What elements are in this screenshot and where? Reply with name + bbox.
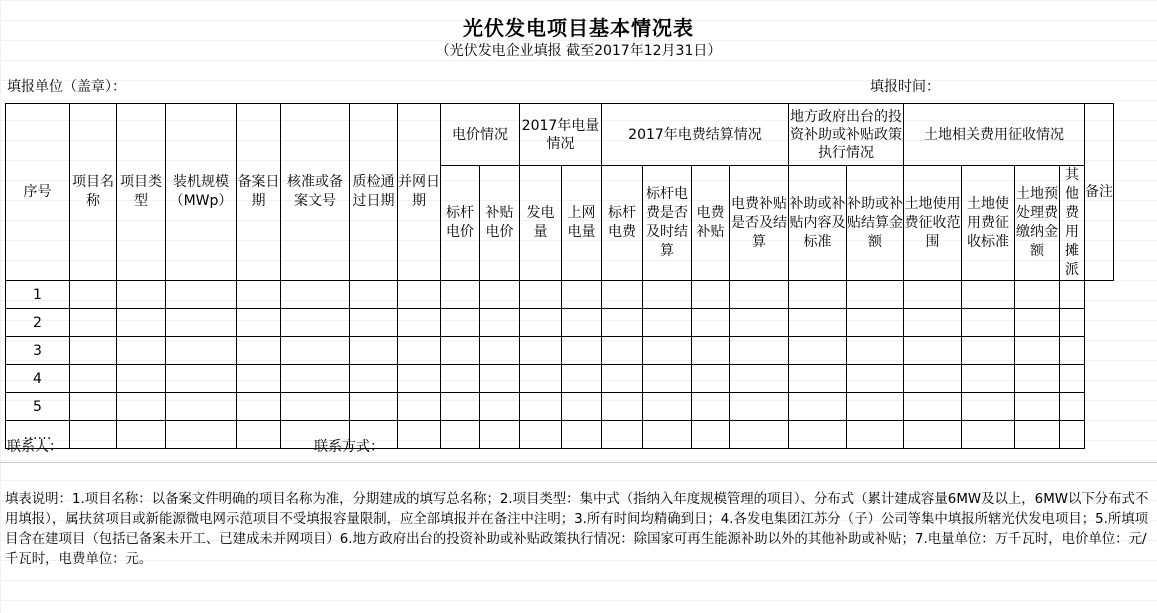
- page-title: 光伏发电项目基本情况表: [463, 16, 694, 40]
- table-cell[interactable]: [70, 421, 117, 449]
- table-cell[interactable]: [480, 309, 520, 337]
- table-cell[interactable]: [562, 337, 602, 365]
- header-price-group: 电价情况: [441, 104, 520, 166]
- table-row: [6, 421, 1114, 449]
- table-cell[interactable]: [350, 365, 398, 393]
- table-cell[interactable]: [730, 281, 789, 309]
- table-cell[interactable]: [643, 421, 692, 449]
- table-cell[interactable]: [1060, 309, 1085, 337]
- table-cell[interactable]: [117, 309, 166, 337]
- table-cell[interactable]: [562, 393, 602, 421]
- table-cell[interactable]: [643, 337, 692, 365]
- table-row: [6, 337, 1114, 365]
- table-cell[interactable]: [730, 421, 789, 449]
- table-cell[interactable]: [480, 393, 520, 421]
- table-cell[interactable]: [602, 281, 643, 309]
- header-local-group: 地方政府出台的投资补助或补贴政策执行情况: [789, 104, 904, 166]
- header-land-prepaid: 土地预处理费缴纳金额: [1015, 166, 1060, 281]
- table-cell[interactable]: [904, 365, 962, 393]
- table-cell[interactable]: [962, 365, 1015, 393]
- header-project-type: 项目类型: [117, 104, 166, 281]
- table-cell[interactable]: [602, 393, 643, 421]
- table-cell[interactable]: [237, 309, 281, 337]
- table-cell[interactable]: [1015, 337, 1060, 365]
- table-cell[interactable]: [166, 281, 237, 309]
- row-seq-cell: 4: [6, 365, 70, 393]
- table-cell[interactable]: [692, 281, 730, 309]
- table-cell[interactable]: [962, 309, 1015, 337]
- header-seq: 序号: [6, 104, 70, 281]
- table-cell[interactable]: [441, 365, 480, 393]
- table-cell[interactable]: [562, 309, 602, 337]
- table-cell[interactable]: [562, 421, 602, 449]
- table-cell[interactable]: [520, 337, 562, 365]
- table-cell[interactable]: [237, 281, 281, 309]
- table-cell[interactable]: [350, 393, 398, 421]
- table-cell[interactable]: [398, 309, 441, 337]
- header-land-other: 其他费用摊派: [1060, 166, 1085, 281]
- project-table: [5, 103, 1114, 449]
- table-cell[interactable]: [520, 309, 562, 337]
- table-cell[interactable]: [480, 281, 520, 309]
- header-land-group: 土地相关费用征收情况: [904, 104, 1085, 166]
- table-cell[interactable]: [962, 421, 1015, 449]
- table-cell[interactable]: [789, 421, 847, 449]
- header-fee-subsidy-settled: 电费补贴是否及结算: [730, 166, 789, 281]
- header-power-grid: 上网电量: [562, 166, 602, 281]
- table-cell[interactable]: [692, 421, 730, 449]
- table-cell[interactable]: [350, 337, 398, 365]
- table-cell[interactable]: [730, 393, 789, 421]
- table-cell[interactable]: [730, 309, 789, 337]
- table-cell[interactable]: [562, 365, 602, 393]
- table-cell[interactable]: [1060, 365, 1085, 393]
- table-cell[interactable]: [281, 393, 350, 421]
- table-cell[interactable]: [730, 337, 789, 365]
- table-cell[interactable]: [520, 365, 562, 393]
- page-subtitle: （光伏发电企业填报 截至2017年12月31日）: [435, 43, 722, 59]
- table-cell[interactable]: [1015, 281, 1060, 309]
- table-cell[interactable]: [643, 281, 692, 309]
- header-fee-benchmark-settled: 标杆电费是否及时结算: [643, 166, 692, 281]
- header-capacity: 装机规模（MWp）: [166, 104, 237, 281]
- table-cell[interactable]: [350, 309, 398, 337]
- table-cell[interactable]: [643, 365, 692, 393]
- table-cell[interactable]: [398, 365, 441, 393]
- table-row: [6, 393, 1114, 421]
- header-price-benchmark: 标杆电价: [441, 166, 480, 281]
- table-cell[interactable]: [70, 309, 117, 337]
- header-power-gen: 发电量: [520, 166, 562, 281]
- table-cell[interactable]: [480, 337, 520, 365]
- table-cell[interactable]: [847, 281, 904, 309]
- table-cell[interactable]: [350, 281, 398, 309]
- table-cell[interactable]: [789, 309, 847, 337]
- header-fee-subsidy: 电费补贴: [692, 166, 730, 281]
- table-cell[interactable]: [1060, 421, 1085, 449]
- table-cell[interactable]: [847, 393, 904, 421]
- header-grid-date: 并网日期: [398, 104, 441, 281]
- table-cell[interactable]: [904, 421, 962, 449]
- table-cell[interactable]: [398, 393, 441, 421]
- table-cell[interactable]: [281, 337, 350, 365]
- table-cell[interactable]: [441, 393, 480, 421]
- table-cell[interactable]: [117, 393, 166, 421]
- row-seq-cell: 3: [6, 337, 70, 365]
- fill-instructions: 填表说明：1.项目名称：以备案文件明确的项目名称为准，分期建成的填写总名称；2.项目类型：集中式（指纳入年度规模管理的项目）、分布式（累计建成容量6MW及以上，6MW以下分布式不用填报），属扶贫项目或新能源微电网示范项目不受填报容量限制，应全部填报并在备注中注明；3.所有时间均精确到日；4.各发电集团江苏分（子）公司等集中填报所辖光伏发电项目；5.所填项目含在建项目（包括已备案未开工、已建成未并网项目）6.地方政府出台的投资补助或补贴政策执行情况：除国家可再生能源补助以外的其他补助或补贴；7.电量单位：万千瓦时，电价单位：元/千瓦时，电费单位：元。: [5, 492, 1149, 567]
- table-cell[interactable]: [602, 365, 643, 393]
- table-row: [6, 365, 1114, 393]
- table-cell[interactable]: [1015, 421, 1060, 449]
- table-cell[interactable]: [904, 281, 962, 309]
- table-cell[interactable]: [789, 337, 847, 365]
- header-land-scope: 土地使用费征收范围: [904, 166, 962, 281]
- table-cell[interactable]: [692, 393, 730, 421]
- table-row: [6, 281, 1114, 309]
- table-cell[interactable]: [1060, 393, 1085, 421]
- table-cell[interactable]: [480, 365, 520, 393]
- table-cell[interactable]: [520, 393, 562, 421]
- table-cell[interactable]: [847, 365, 904, 393]
- table-cell[interactable]: [398, 337, 441, 365]
- row-seq-cell: 5: [6, 393, 70, 421]
- table-cell[interactable]: [441, 337, 480, 365]
- table-cell[interactable]: [117, 337, 166, 365]
- table-cell[interactable]: [847, 337, 904, 365]
- table-cell[interactable]: [441, 421, 480, 449]
- table-cell[interactable]: [1060, 337, 1085, 365]
- table-cell[interactable]: [643, 309, 692, 337]
- table-cell[interactable]: [70, 393, 117, 421]
- separator-line: [0, 462, 1157, 463]
- table-cell[interactable]: [602, 309, 643, 337]
- table-cell[interactable]: [441, 281, 480, 309]
- table-cell[interactable]: [237, 337, 281, 365]
- table-cell[interactable]: [70, 365, 117, 393]
- table-cell[interactable]: [520, 421, 562, 449]
- header-approval-doc: 核准或备案文号: [281, 104, 350, 281]
- contact-method-label: 联系方式：: [314, 439, 384, 455]
- table-cell[interactable]: [1015, 393, 1060, 421]
- table-cell[interactable]: [643, 393, 692, 421]
- table-cell[interactable]: [166, 365, 237, 393]
- header-project-name: 项目名称: [70, 104, 117, 281]
- header-power-group: 2017年电量情况: [520, 104, 602, 166]
- table-cell[interactable]: [789, 281, 847, 309]
- header-local-content: 补助或补贴内容及标准: [789, 166, 847, 281]
- header-land-standard: 土地使用费征收标准: [962, 166, 1015, 281]
- table-cell[interactable]: [117, 421, 166, 449]
- row-seq-cell: 2: [6, 309, 70, 337]
- table-cell[interactable]: [730, 365, 789, 393]
- table-cell[interactable]: [847, 309, 904, 337]
- header-fee-group: 2017年电费结算情况: [602, 104, 789, 166]
- table-cell[interactable]: [70, 281, 117, 309]
- contact-person-label: 联系人：: [7, 439, 63, 455]
- row-seq-cell: ……: [6, 421, 70, 449]
- table-cell[interactable]: [789, 393, 847, 421]
- table-cell[interactable]: [602, 421, 643, 449]
- header-fee-benchmark: 标杆电费: [602, 166, 643, 281]
- table-cell[interactable]: [117, 365, 166, 393]
- table-cell[interactable]: [1015, 309, 1060, 337]
- table-cell[interactable]: [441, 309, 480, 337]
- table-cell[interactable]: [962, 281, 1015, 309]
- table-cell[interactable]: [692, 337, 730, 365]
- header-qc-date: 质检通过日期: [350, 104, 398, 281]
- table-cell[interactable]: [480, 421, 520, 449]
- table-cell[interactable]: [1060, 281, 1085, 309]
- table-cell[interactable]: [166, 337, 237, 365]
- table-cell[interactable]: [398, 281, 441, 309]
- header-local-amount: 补助或补贴结算金额: [847, 166, 904, 281]
- table-cell[interactable]: [962, 337, 1015, 365]
- table-cell[interactable]: [692, 365, 730, 393]
- table-cell[interactable]: [237, 393, 281, 421]
- row-seq-cell: 1: [6, 281, 70, 309]
- table-cell[interactable]: [692, 309, 730, 337]
- table-cell[interactable]: [904, 337, 962, 365]
- table-cell[interactable]: [520, 281, 562, 309]
- table-cell[interactable]: [904, 393, 962, 421]
- table-cell[interactable]: [237, 421, 281, 449]
- table-cell[interactable]: [398, 421, 441, 449]
- table-cell[interactable]: [166, 393, 237, 421]
- table-cell[interactable]: [281, 281, 350, 309]
- report-unit-label: 填报单位（盖章）：: [7, 79, 126, 95]
- table-cell[interactable]: [562, 281, 602, 309]
- table-cell[interactable]: [904, 309, 962, 337]
- header-record-date: 备案日期: [237, 104, 281, 281]
- table-cell[interactable]: [1015, 365, 1060, 393]
- table-cell[interactable]: [166, 421, 237, 449]
- header-remark: 备注: [1085, 104, 1114, 281]
- table-cell[interactable]: [281, 309, 350, 337]
- table-cell[interactable]: [847, 421, 904, 449]
- table-cell[interactable]: [166, 309, 237, 337]
- table-cell[interactable]: [789, 365, 847, 393]
- table-cell[interactable]: [962, 393, 1015, 421]
- table-cell[interactable]: [237, 365, 281, 393]
- table-cell[interactable]: [602, 337, 643, 365]
- table-cell[interactable]: [281, 365, 350, 393]
- table-row: [6, 309, 1114, 337]
- table-cell[interactable]: [70, 337, 117, 365]
- table-cell[interactable]: [117, 281, 166, 309]
- report-time-label: 填报时间：: [870, 79, 940, 95]
- header-price-subsidy: 补贴电价: [480, 166, 520, 281]
